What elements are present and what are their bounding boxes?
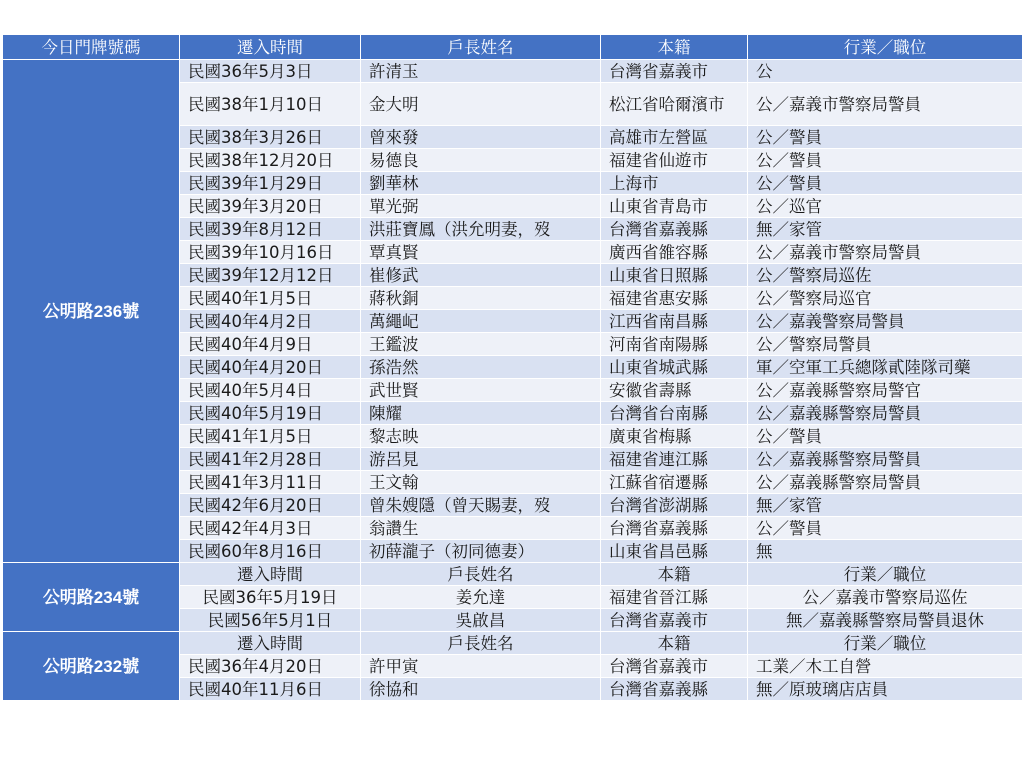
head-of-household-cell: 王文翰 [361, 471, 601, 494]
origin-cell: 山東省青島市 [601, 195, 748, 218]
origin-cell: 福建省惠安縣 [601, 287, 748, 310]
subheader-cell: 戶長姓名 [361, 563, 601, 586]
move-in-date-cell: 民國39年8月12日 [180, 218, 361, 241]
move-in-date-cell: 民國39年3月20日 [180, 195, 361, 218]
origin-cell: 廣西省雒容縣 [601, 241, 748, 264]
occupation-cell: 公／嘉義縣警察局警員 [748, 402, 1023, 425]
origin-cell: 江蘇省宿遷縣 [601, 471, 748, 494]
move-in-date-cell: 民國41年3月11日 [180, 471, 361, 494]
move-in-date-cell: 民國40年11月6日 [180, 678, 361, 701]
origin-cell: 江西省南昌縣 [601, 310, 748, 333]
move-in-date-cell: 民國39年12月12日 [180, 264, 361, 287]
head-of-household-cell: 孫浩然 [361, 356, 601, 379]
origin-cell: 福建省連江縣 [601, 448, 748, 471]
head-of-household-cell: 易德良 [361, 149, 601, 172]
move-in-date-cell: 民國40年5月4日 [180, 379, 361, 402]
subheader-cell: 本籍 [601, 563, 748, 586]
origin-cell: 廣東省梅縣 [601, 425, 748, 448]
origin-cell: 台灣省嘉義市 [601, 609, 748, 632]
head-of-household-cell: 崔修武 [361, 264, 601, 287]
address-cell: 公明路232號 [3, 632, 180, 701]
col-header-head-of-household: 戶長姓名 [361, 35, 601, 60]
head-of-household-cell: 黎志映 [361, 425, 601, 448]
occupation-cell: 公／警員 [748, 425, 1023, 448]
subheader-cell: 戶長姓名 [361, 632, 601, 655]
origin-cell: 山東省昌邑縣 [601, 540, 748, 563]
occupation-cell: 公／嘉義警察局警員 [748, 310, 1023, 333]
move-in-date-cell: 民國40年5月19日 [180, 402, 361, 425]
subheader-cell: 行業／職位 [748, 632, 1023, 655]
move-in-date-cell: 民國36年5月19日 [180, 586, 361, 609]
origin-cell: 台灣省澎湖縣 [601, 494, 748, 517]
move-in-date-cell: 民國39年10月16日 [180, 241, 361, 264]
head-of-household-cell: 初薛瀧子（初同德妻） [361, 540, 601, 563]
head-of-household-cell: 徐協和 [361, 678, 601, 701]
occupation-cell: 公／警察局巡官 [748, 287, 1023, 310]
occupation-cell: 公／嘉義縣警察局警員 [748, 471, 1023, 494]
head-of-household-cell: 單光弼 [361, 195, 601, 218]
occupation-cell: 公 [748, 60, 1023, 83]
occupation-cell: 公／警員 [748, 126, 1023, 149]
move-in-date-cell: 民國36年4月20日 [180, 655, 361, 678]
subheader-cell: 遷入時間 [180, 632, 361, 655]
origin-cell: 台灣省嘉義縣 [601, 678, 748, 701]
occupation-cell: 無 [748, 540, 1023, 563]
occupation-cell: 公／嘉義縣警察局警員 [748, 448, 1023, 471]
occupation-cell: 公／嘉義市警察局警員 [748, 83, 1023, 126]
move-in-date-cell: 民國42年6月20日 [180, 494, 361, 517]
subheader-row [3, 563, 1023, 586]
move-in-date-cell: 民國42年4月3日 [180, 517, 361, 540]
occupation-cell: 公／警員 [748, 149, 1023, 172]
origin-cell: 松江省哈爾濱市 [601, 83, 748, 126]
head-of-household-cell: 武世賢 [361, 379, 601, 402]
origin-cell: 安徽省壽縣 [601, 379, 748, 402]
origin-cell: 台灣省嘉義市 [601, 60, 748, 83]
head-of-household-cell: 曾來發 [361, 126, 601, 149]
move-in-date-cell: 民國40年4月9日 [180, 333, 361, 356]
header-row [3, 35, 1023, 60]
head-of-household-cell: 陳耀 [361, 402, 601, 425]
move-in-date-cell: 民國36年5月3日 [180, 60, 361, 83]
move-in-date-cell: 民國39年1月29日 [180, 172, 361, 195]
occupation-cell: 公／嘉義縣警察局警官 [748, 379, 1023, 402]
origin-cell: 福建省晉江縣 [601, 586, 748, 609]
origin-cell: 山東省城武縣 [601, 356, 748, 379]
col-header-address: 今日門牌號碼 [3, 35, 180, 60]
move-in-date-cell: 民國41年2月28日 [180, 448, 361, 471]
subheader-cell: 本籍 [601, 632, 748, 655]
occupation-cell: 公／嘉義市警察局警員 [748, 241, 1023, 264]
occupation-cell: 公／嘉義市警察局巡佐 [748, 586, 1023, 609]
move-in-date-cell: 民國56年5月1日 [180, 609, 361, 632]
move-in-date-cell: 民國40年4月2日 [180, 310, 361, 333]
table-row [3, 60, 1023, 83]
occupation-cell: 公／警員 [748, 172, 1023, 195]
head-of-household-cell: 許清玉 [361, 60, 601, 83]
origin-cell: 山東省日照縣 [601, 264, 748, 287]
head-of-household-cell: 萬繩屺 [361, 310, 601, 333]
origin-cell: 台灣省台南縣 [601, 402, 748, 425]
head-of-household-cell: 金大明 [361, 83, 601, 126]
head-of-household-cell: 翁讚生 [361, 517, 601, 540]
subheader-row [3, 632, 1023, 655]
col-header-occupation: 行業／職位 [748, 35, 1023, 60]
head-of-household-cell: 許甲寅 [361, 655, 601, 678]
move-in-date-cell: 民國40年1月5日 [180, 287, 361, 310]
origin-cell: 台灣省嘉義縣 [601, 218, 748, 241]
origin-cell: 台灣省嘉義市 [601, 655, 748, 678]
head-of-household-cell: 游呂見 [361, 448, 601, 471]
address-cell: 公明路236號 [3, 60, 180, 563]
occupation-cell: 工業／木工自營 [748, 655, 1023, 678]
occupation-cell: 公／警察局警員 [748, 333, 1023, 356]
head-of-household-cell: 洪莊寶鳳（洪允明妻，歿 [361, 218, 601, 241]
move-in-date-cell: 民國41年1月5日 [180, 425, 361, 448]
occupation-cell: 無／原玻璃店店員 [748, 678, 1023, 701]
origin-cell: 台灣省嘉義縣 [601, 517, 748, 540]
origin-cell: 福建省仙遊市 [601, 149, 748, 172]
col-header-move-in-date: 遷入時間 [180, 35, 361, 60]
subheader-cell: 行業／職位 [748, 563, 1023, 586]
origin-cell: 上海市 [601, 172, 748, 195]
subheader-cell: 遷入時間 [180, 563, 361, 586]
move-in-date-cell: 民國40年4月20日 [180, 356, 361, 379]
head-of-household-cell: 姜允達 [361, 586, 601, 609]
head-of-household-cell: 曾朱嫂隱（曾天賜妻，歿 [361, 494, 601, 517]
head-of-household-cell: 蔣秋銅 [361, 287, 601, 310]
occupation-cell: 無／家管 [748, 218, 1023, 241]
move-in-date-cell: 民國38年12月20日 [180, 149, 361, 172]
occupation-cell: 公／警察局巡佐 [748, 264, 1023, 287]
move-in-date-cell: 民國38年3月26日 [180, 126, 361, 149]
household-registry-table [2, 34, 1023, 701]
occupation-cell: 公／巡官 [748, 195, 1023, 218]
occupation-cell: 無／家管 [748, 494, 1023, 517]
occupation-cell: 公／警員 [748, 517, 1023, 540]
head-of-household-cell: 劉華林 [361, 172, 601, 195]
head-of-household-cell: 吳啟昌 [361, 609, 601, 632]
occupation-cell: 軍／空軍工兵總隊貳陸隊司藥 [748, 356, 1023, 379]
head-of-household-cell: 覃真賢 [361, 241, 601, 264]
move-in-date-cell: 民國38年1月10日 [180, 83, 361, 126]
move-in-date-cell: 民國60年8月16日 [180, 540, 361, 563]
origin-cell: 高雄市左營區 [601, 126, 748, 149]
origin-cell: 河南省南陽縣 [601, 333, 748, 356]
col-header-origin: 本籍 [601, 35, 748, 60]
occupation-cell: 無／嘉義縣警察局警員退休 [748, 609, 1023, 632]
address-cell: 公明路234號 [3, 563, 180, 632]
head-of-household-cell: 王鑑波 [361, 333, 601, 356]
